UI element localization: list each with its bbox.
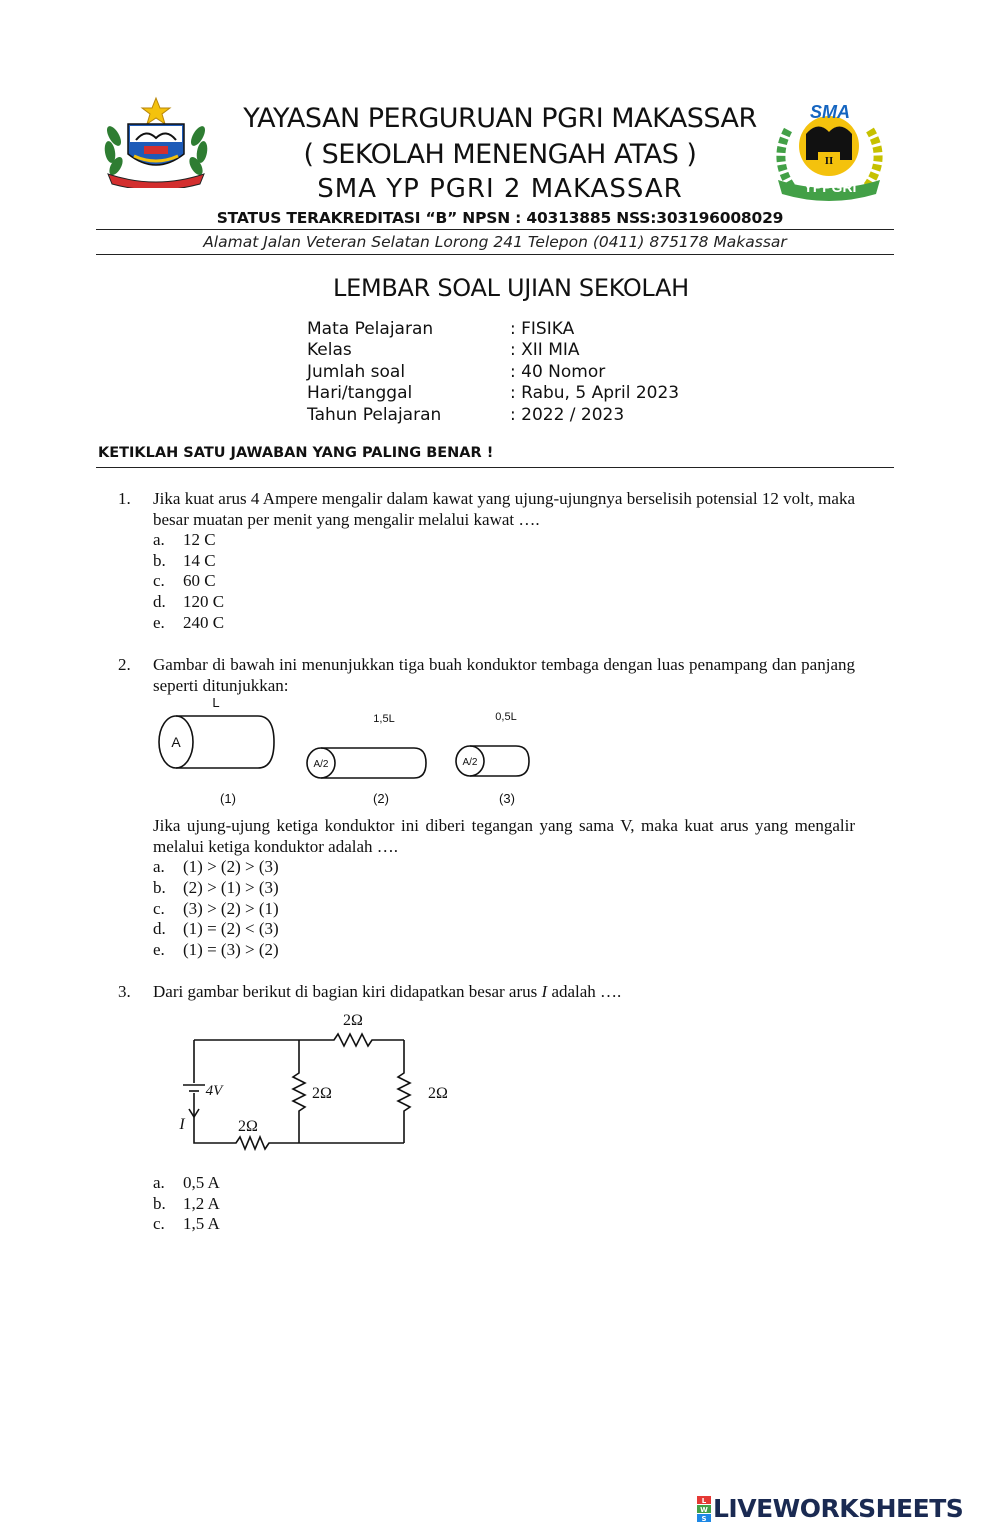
bottom-resistor-label: 2Ω bbox=[238, 1118, 258, 1135]
info-row bbox=[307, 362, 679, 383]
middle-resistor bbox=[293, 1040, 305, 1143]
question-1-option-e[interactable] bbox=[153, 612, 224, 633]
header-divider-bottom bbox=[96, 254, 894, 255]
accreditation-status: STATUS TERAKREDITASI “B” NPSN : 40313885 NSS:303196008029 bbox=[216, 209, 784, 227]
right-resistor-label: 2Ω bbox=[428, 1085, 448, 1102]
info-value: : 2022 / 2023 bbox=[510, 404, 625, 425]
document-title: LEMBAR SOAL UJIAN SEKOLAH bbox=[333, 274, 689, 302]
info-value: : Rabu, 5 April 2023 bbox=[510, 383, 680, 404]
liveworksheets-logo-icon bbox=[697, 1496, 711, 1522]
option-text: 14 C bbox=[183, 551, 216, 570]
exam-info bbox=[307, 319, 679, 426]
option-letter: c. bbox=[153, 571, 165, 590]
conductor-1-length: L bbox=[212, 695, 220, 710]
question-2-option-b[interactable] bbox=[153, 877, 279, 898]
option-text: 12 C bbox=[183, 530, 216, 549]
conductor-1-caption: (1) bbox=[220, 791, 236, 806]
option-letter: a. bbox=[153, 857, 165, 876]
circuit-diagram bbox=[170, 1005, 470, 1155]
logo-letter-l: L bbox=[701, 1497, 707, 1505]
question-2-number: 2. bbox=[118, 655, 131, 674]
conductor-3-caption: (3) bbox=[499, 791, 515, 806]
conductor-2-area: A/2 bbox=[313, 759, 329, 770]
question-2-option-a[interactable] bbox=[153, 856, 279, 877]
option-text: (1) = (3) > (2) bbox=[183, 940, 279, 959]
info-label: Mata Pelajaran bbox=[307, 319, 434, 339]
question-1-option-a[interactable] bbox=[153, 529, 216, 550]
conductor-1-area: A bbox=[171, 734, 181, 750]
info-value: : 40 Nomor bbox=[510, 361, 606, 382]
option-letter: c. bbox=[153, 1214, 165, 1233]
right-school-emblem bbox=[766, 100, 892, 204]
option-text: (1) = (2) < (3) bbox=[183, 919, 279, 938]
option-letter: b. bbox=[153, 878, 166, 897]
question-2-text: Gambar di bawah ini menunjukkan tiga buah konduktor tembaga dengan luas penampang dan panjang seperti ditunjukkan: bbox=[153, 655, 855, 695]
logo-letter-s: S bbox=[701, 1515, 707, 1522]
info-label: Kelas bbox=[307, 340, 352, 361]
question-1-option-b[interactable] bbox=[153, 550, 216, 571]
conductor-2-body bbox=[321, 748, 426, 778]
info-row bbox=[307, 383, 679, 404]
right-resistor bbox=[398, 1040, 410, 1143]
option-letter: b. bbox=[153, 1194, 166, 1213]
question-1-text: Jika kuat arus 4 Ampere mengalir dalam kawat yang ujung-ujungnya berselisih potensial 12 volt, maka besar muatan per menit yang mengalir melalui kawat …. bbox=[153, 489, 855, 529]
option-text: 240 C bbox=[183, 613, 225, 632]
school-address: Alamat Jalan Veteran Selatan Lorong 241 Telepon (0411) 875178 Makassar bbox=[203, 233, 787, 251]
school-level: ( SEKOLAH MENENGAH ATAS ) bbox=[303, 139, 697, 170]
battery-label: 4V bbox=[205, 1083, 223, 1099]
option-text: 0,5 A bbox=[183, 1173, 220, 1192]
question-2-option-d[interactable] bbox=[153, 918, 279, 939]
option-text: 1,5 A bbox=[183, 1214, 220, 1233]
option-letter: e. bbox=[153, 940, 165, 959]
question-2-option-e[interactable] bbox=[153, 939, 279, 960]
question-3-option-c[interactable] bbox=[153, 1213, 220, 1234]
question-1-number: 1. bbox=[118, 489, 131, 508]
option-letter: d. bbox=[153, 592, 166, 611]
option-letter: d. bbox=[153, 919, 166, 938]
question-3-text bbox=[153, 981, 855, 1002]
right-emblem-sma-text: SMA bbox=[810, 102, 850, 122]
question-2-option-c[interactable] bbox=[153, 898, 279, 919]
right-emblem-number: II bbox=[824, 155, 834, 167]
left-school-emblem bbox=[100, 96, 212, 188]
conductor-3-area: A/2 bbox=[462, 757, 478, 768]
option-text: (2) > (1) > (3) bbox=[183, 878, 279, 897]
conductor-2-caption: (2) bbox=[373, 791, 389, 806]
school-name: SMA YP PGRI 2 MAKASSAR bbox=[317, 174, 683, 204]
option-letter: a. bbox=[153, 530, 165, 549]
foundation-name: YAYASAN PERGURUAN PGRI MAKASSAR bbox=[243, 103, 757, 134]
question-3-number: 3. bbox=[118, 982, 131, 1001]
info-label: Jumlah soal bbox=[307, 361, 406, 382]
option-text: 60 C bbox=[183, 571, 216, 590]
current-label: I bbox=[179, 1116, 185, 1133]
question-3-text-start: Dari gambar berikut di bagian kiri didapatkan besar arus bbox=[153, 982, 542, 1001]
logo-letter-w: W bbox=[700, 1506, 708, 1514]
option-letter: c. bbox=[153, 899, 165, 918]
instruction-divider bbox=[96, 467, 894, 468]
option-text: 1,2 A bbox=[183, 1194, 220, 1213]
info-label: Tahun Pelajaran bbox=[307, 404, 442, 425]
conductor-1-body bbox=[176, 716, 274, 768]
header-divider-top bbox=[96, 229, 894, 230]
question-3-text-end: adalah …. bbox=[547, 982, 622, 1001]
question-2-text-continued: Jika ujung-ujung ketiga konduktor ini diberi tegangan yang sama V, maka kuat arus yang mengalir melalui ketiga konduktor adalah …. bbox=[153, 816, 855, 856]
option-text: (3) > (2) > (1) bbox=[183, 899, 279, 918]
info-row bbox=[307, 405, 679, 426]
liveworksheets-watermark[interactable]: LIVEWORKSHEETS bbox=[713, 1494, 964, 1523]
info-value: : XII MIA bbox=[510, 340, 580, 361]
option-letter: e. bbox=[153, 613, 165, 632]
option-text: 120 C bbox=[183, 592, 225, 611]
info-row bbox=[307, 340, 679, 361]
info-label: Hari/tanggal bbox=[307, 383, 413, 404]
conductor-3-length: 0,5L bbox=[495, 711, 517, 723]
conductor-2-length: 1,5L bbox=[373, 713, 395, 725]
question-1-option-c[interactable] bbox=[153, 570, 216, 591]
question-3-option-b[interactable] bbox=[153, 1193, 220, 1214]
middle-resistor-label: 2Ω bbox=[312, 1085, 332, 1102]
option-letter: a. bbox=[153, 1173, 165, 1192]
question-3-current-symbol: I bbox=[541, 982, 548, 1001]
option-text: (1) > (2) > (3) bbox=[183, 857, 279, 876]
conductor-figure bbox=[150, 690, 550, 814]
option-letter: b. bbox=[153, 551, 166, 570]
question-3-option-a[interactable] bbox=[153, 1172, 220, 1193]
info-value: : FISIKA bbox=[510, 319, 575, 339]
conductor-3-body bbox=[470, 746, 529, 776]
instruction-text: KETIKLAH SATU JAWABAN YANG PALING BENAR ! bbox=[98, 445, 494, 461]
top-resistor-label: 2Ω bbox=[343, 1012, 363, 1029]
info-row bbox=[307, 319, 679, 340]
right-emblem-ribbon-text: YPPGRI bbox=[803, 179, 857, 195]
question-1-option-d[interactable] bbox=[153, 591, 224, 612]
